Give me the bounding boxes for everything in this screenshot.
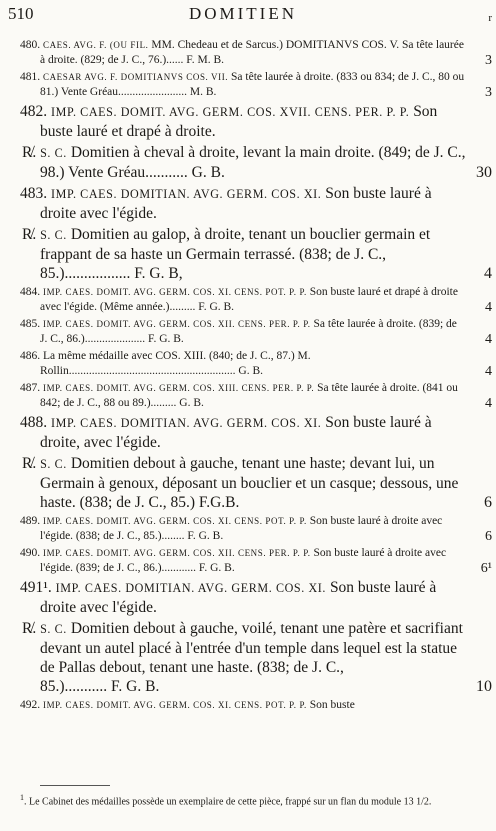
- entry-text: Son buste lauré à droite, avec l'égide.: [40, 414, 432, 451]
- coin-legend: CAES. AVG. F. (OU FIL.: [43, 40, 149, 50]
- reverse-mark: R̸.: [22, 455, 37, 472]
- coin-legend: IMP. CAES. DOMIT. AVG. GERM. COS. XI. CENS. POT. P. P.: [43, 516, 307, 526]
- coin-legend: IMP. CAES. DOMIT. AVG. GERM. COS. XII. CENS. PER. P. P.: [43, 319, 311, 329]
- catalogue-entry: [0, 70, 492, 100]
- catalogue-entries: [0, 38, 496, 715]
- entry-text: Domitien au galop, à droite, tenant un bouclier germain et frappant de sa haste un Germain terrassé. (838; de J. C., 85.): [40, 226, 431, 282]
- entry-number: 491¹.: [20, 579, 52, 596]
- page-number: 510: [8, 4, 34, 23]
- coin-legend: IMP. CAES. DOMIT. AVG. GERM. COS. XI. CENS. POT. P. P.: [43, 700, 307, 710]
- entry-reference: ........ F. G. B.: [161, 530, 224, 542]
- catalogue-entry: [0, 38, 492, 68]
- entry-reference: ......... F. G. B.: [169, 301, 235, 313]
- coin-legend: S. C.: [40, 228, 67, 242]
- entry-text: Son buste lauré et drapé à droite.: [40, 103, 438, 140]
- entry-price: 6: [484, 494, 492, 511]
- entry-text: Sa tête laurée à droite. (839; de J. C., 86.): [40, 318, 457, 345]
- catalogue-entry: [0, 102, 466, 141]
- entry-price: 30: [476, 164, 492, 181]
- reverse-mark: R̸.: [22, 226, 37, 243]
- entry-price: 3: [485, 85, 492, 100]
- entry-reference: ...... F. M. B.: [166, 54, 225, 66]
- catalogue-entry: [0, 413, 466, 452]
- coin-legend: IMP. CAES. DOMIT. AVG. GERM. COS. XVII. CENS. PER. P. P.: [51, 105, 410, 119]
- entry-reference: ..................... F. G. B.: [84, 333, 184, 345]
- entry-number: 487.: [20, 382, 41, 394]
- reverse-entry: [0, 143, 492, 182]
- entry-number: 485.: [20, 318, 41, 330]
- entry-number: 482.: [20, 103, 48, 120]
- catalogue-entry: [0, 578, 466, 617]
- entry-text: Son buste lauré à droite avec l'égide.: [40, 579, 437, 616]
- coin-legend: S. C.: [40, 622, 67, 636]
- entry-reference: ........... F. G. B.: [64, 678, 160, 695]
- entry-number: 490.: [20, 547, 41, 559]
- coin-legend: CAESAR AVG. F. DOMITIANVS COS. VII.: [43, 72, 229, 82]
- entry-number: 488.: [20, 414, 48, 431]
- coin-legend: IMP. CAES. DOMITIAN. AVG. GERM. COS. XI.: [55, 581, 327, 595]
- entry-reference: ........... G. B.: [145, 164, 225, 181]
- reverse-entry: [0, 454, 492, 512]
- coin-legend: IMP. CAES. DOMITIAN. AVG. GERM. COS. XI.: [51, 187, 322, 201]
- entry-reference: ......................................................... G. B.: [71, 365, 263, 377]
- entry-number: 484.: [20, 286, 41, 298]
- entry-text: Domitien debout à gauche, tenant une haste; devant lui, un Germain à genoux, déposant un bouclier et un casque; dessous, une haste. (838; de J. C., 85.): [40, 455, 459, 511]
- entry-reference: ................. F. G. B,: [64, 265, 183, 282]
- catalogue-entry: [0, 285, 492, 315]
- catalogue-entry: [0, 184, 466, 223]
- entry-price: 4: [485, 396, 492, 411]
- entry-price: 4: [485, 332, 492, 347]
- entry-text: Sa tête laurée à droite. (833 ou 834; de J. C., 80 ou 81.) Vente Gréau: [40, 71, 465, 98]
- footnote-text: . Le Cabinet des médailles possède un exemplaire de cette pièce, frappé sur un flan du module 13 1/2.: [24, 796, 432, 808]
- reverse-entry: [0, 619, 492, 696]
- catalogue-entry: [0, 546, 492, 576]
- footnote-mark: 1: [20, 793, 24, 802]
- entry-text: Domitien à cheval à droite, levant la main droite. (849; de J. C., 98.) Vente Gréau: [40, 144, 466, 181]
- entry-reference: ......... G. B.: [150, 397, 204, 409]
- footnote: [20, 791, 480, 808]
- entry-text: Son buste lauré à droite avec l'égide. (839; de J. C., 86.): [40, 547, 447, 574]
- entry-text: Son buste lauré et drapé à droite avec l'égide. (Même année.): [40, 286, 458, 313]
- entry-number: 483.: [20, 185, 48, 202]
- entry-price: 3: [485, 53, 492, 68]
- entry-text: MM. Chedeau et de Sarcus.) DOMITIANVS COS. V. Sa tête laurée à droite. (829; de J. C., 76.): [40, 39, 464, 66]
- entry-number: 492.: [20, 699, 41, 711]
- entry-price: 6: [485, 529, 492, 544]
- page-header: [8, 4, 492, 26]
- coin-legend: S. C.: [40, 146, 67, 160]
- entry-text: Son buste lauré à droite avec l'égide.: [40, 185, 432, 222]
- margin-mark: r: [488, 12, 492, 24]
- entry-reference: ............ F. G. B.: [161, 562, 235, 574]
- entry-number: 481.: [20, 71, 41, 83]
- coin-legend: IMP. CAES. DOMITIAN. AVG. GERM. COS. XI.: [51, 416, 322, 430]
- reverse-mark: R̸.: [22, 620, 37, 637]
- entry-number: 486.: [20, 350, 41, 362]
- entry-price: 10: [476, 678, 492, 695]
- entry-text: Domitien debout à gauche, voilé, tenant une patère et sacrifiant devant un autel placé à l'entrée d'un temple dans lequel est la statue de Pallas debout, tenant une haste. (838; de J. C., 85.): [40, 620, 463, 695]
- coin-legend: S. C.: [40, 457, 67, 471]
- entry-price: 6¹: [480, 561, 492, 576]
- catalogue-entry: [0, 317, 492, 347]
- entry-text: Son buste: [306, 699, 355, 711]
- entry-text: Son buste lauré à droite avec l'égide. (838; de J. C., 85.): [40, 515, 443, 542]
- catalogue-entry: [0, 349, 492, 379]
- footnote-divider: [40, 785, 110, 786]
- reverse-entry: [0, 225, 492, 283]
- catalogue-entry: [0, 381, 492, 411]
- entry-price: 4: [484, 265, 492, 282]
- coin-legend: IMP. CAES. DOMIT. AVG. GERM. COS. XI. CENS. POT. P. P.: [43, 287, 307, 297]
- entry-text: La même médaille avec COS. XIII. (840; de J. C., 87.) M. Rollin.: [40, 350, 311, 377]
- entry-price: 4: [485, 300, 492, 315]
- coin-legend: IMP. CAES. DOMIT. AVG. GERM. COS. XII. CENS. PER. P. P.: [43, 548, 311, 558]
- reverse-mark: R̸.: [22, 144, 37, 161]
- entry-reference: F.G.B.: [194, 494, 240, 511]
- entry-number: 480.: [20, 39, 41, 51]
- entry-reference: ........................ M. B.: [118, 86, 217, 98]
- entry-number: 489.: [20, 515, 41, 527]
- entry-price: 4: [485, 364, 492, 379]
- entry-text: Sa tête laurée à droite. (841 ou 842; de J. C., 88 ou 89.): [40, 382, 458, 409]
- coin-legend: IMP. CAES. DOMIT. AVG. GERM. COS. XIII. CENS. PER. P. P.: [43, 383, 315, 393]
- running-head: DOMITIEN: [188, 4, 298, 23]
- catalogue-entry: [0, 698, 466, 713]
- catalogue-entry: [0, 514, 492, 544]
